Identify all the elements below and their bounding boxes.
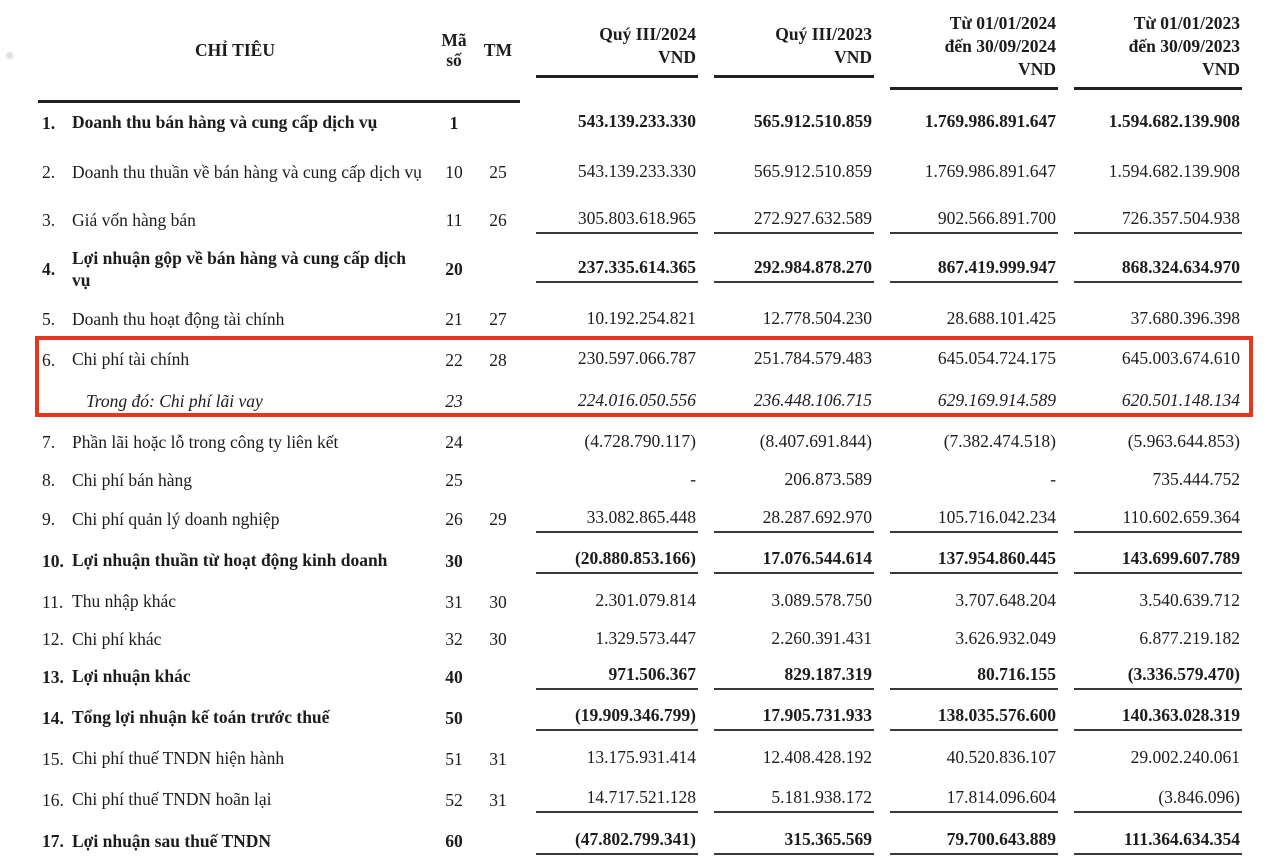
value-cell-ytd-2023-text: 6.877.219.182 [1139, 627, 1241, 648]
table-row [38, 202, 1242, 240]
value-cell-ytd-2023-text: (3.846.096) [1074, 787, 1242, 813]
table-row [38, 657, 1242, 698]
value-cell-q3-2024 [520, 102, 698, 144]
table-row [38, 541, 1242, 582]
header-line: đến 30/09/2023 [1128, 35, 1241, 56]
row-code: 31 [445, 591, 463, 612]
value-cell-q3-2023 [698, 102, 874, 144]
row-code: 23 [445, 391, 463, 411]
value-cell-q3-2023-text: 565.912.510.859 [753, 110, 873, 131]
value-cell-ytd-2023-text: 1.594.682.139.908 [1108, 160, 1241, 181]
table-row [38, 240, 1242, 300]
value-cell-q3-2024-text: 1.329.573.447 [595, 627, 697, 648]
value-cell-q3-2023-text: 315.365.569 [714, 829, 874, 855]
value-cell-ytd-2024-text: 17.814.096.604 [890, 787, 1058, 813]
value-cell-ytd-2023 [1058, 623, 1242, 657]
value-cell-q3-2023 [698, 739, 874, 780]
value-cell-ytd-2023-text: 1.594.682.139.908 [1108, 110, 1241, 131]
value-cell-ytd-2023 [1058, 102, 1242, 144]
row-number: 4. [42, 259, 56, 279]
table-row [38, 463, 1242, 499]
value-cell-q3-2023 [698, 821, 874, 863]
header-line: Quý III/2023 [775, 24, 873, 45]
value-cell-ytd-2023 [1058, 541, 1242, 582]
value-cell-q3-2024-text: 237.335.614.365 [536, 257, 698, 283]
value-cell-q3-2023-text: 292.984.878.270 [714, 257, 874, 283]
value-cell-q3-2023-text: 272.927.632.589 [714, 208, 874, 234]
value-cell-ytd-2024 [874, 582, 1058, 623]
value-cell-q3-2023 [698, 144, 874, 202]
value-cell-q3-2024-text: (19.909.346.799) [536, 705, 698, 731]
row-note: 28 [489, 349, 507, 370]
value-cell-q3-2024-text: 305.803.618.965 [536, 208, 698, 234]
row-label: Chi phí quản lý doanh nghiệp [72, 508, 280, 529]
header-line: Quý III/2024 [599, 24, 697, 45]
column-header-q3-2023 [698, 0, 874, 102]
header-line: VND [834, 47, 873, 68]
value-cell-q3-2023-text: 236.448.106.715 [753, 389, 873, 410]
value-cell-q3-2023-text: 251.784.579.483 [753, 348, 873, 368]
value-cell-ytd-2024-text: 629.169.914.589 [937, 389, 1057, 410]
scan-artifact [6, 52, 13, 59]
value-cell-ytd-2023-text: 110.602.659.364 [1074, 507, 1242, 533]
table-header-row [38, 0, 1242, 102]
value-cell-ytd-2023-text: 735.444.752 [1152, 468, 1241, 489]
row-number: 1. [42, 112, 56, 133]
value-cell-q3-2023 [698, 423, 874, 463]
value-cell-q3-2024 [520, 739, 698, 780]
value-cell-ytd-2024 [874, 240, 1058, 300]
table-row [38, 780, 1242, 821]
row-label: Giá vốn hàng bán [72, 209, 196, 230]
value-cell-q3-2023 [698, 463, 874, 499]
value-cell-q3-2023-text: 206.873.589 [784, 468, 873, 489]
row-note [476, 541, 520, 582]
header-line: VND [658, 47, 697, 68]
row-code: 30 [445, 550, 463, 571]
value-cell-ytd-2024 [874, 780, 1058, 821]
value-cell-ytd-2023 [1058, 499, 1242, 541]
value-cell-ytd-2023 [1058, 657, 1242, 698]
value-cell-q3-2024 [520, 698, 698, 739]
value-cell-ytd-2023-text: 726.357.504.938 [1074, 208, 1242, 234]
row-code: 25 [445, 470, 463, 490]
value-cell-q3-2023 [698, 240, 874, 300]
value-cell-q3-2023 [698, 623, 874, 657]
value-cell-ytd-2024-text: 1.769.986.891.647 [924, 110, 1057, 131]
value-cell-q3-2024-text: 2.301.079.814 [595, 590, 697, 610]
value-cell-q3-2023-text: 565.912.510.859 [753, 160, 873, 181]
value-cell-ytd-2023-text: (3.336.579.470) [1074, 664, 1242, 690]
header-line: đến 30/09/2024 [944, 35, 1057, 56]
row-note: 30 [489, 591, 507, 612]
value-cell-q3-2024 [520, 499, 698, 541]
column-header-ytd-2024-text [890, 12, 1058, 90]
value-cell-q3-2024-text: 14.717.521.128 [536, 787, 698, 813]
value-cell-q3-2023 [698, 499, 874, 541]
value-cell-q3-2024-text: 971.506.367 [536, 664, 698, 690]
row-label: Chi phí thuế TNDN hiện hành [72, 748, 285, 769]
header-line: Từ 01/01/2023 [1133, 12, 1241, 33]
row-note [476, 657, 520, 698]
value-cell-q3-2024 [520, 240, 698, 300]
row-code: 26 [445, 509, 463, 529]
value-cell-q3-2023 [698, 340, 874, 381]
row-number: 17. [42, 831, 64, 851]
column-header-q3-2023-text [714, 23, 874, 78]
column-header-chi-tieu: CHỈ TIÊU [38, 0, 432, 102]
row-label: Chi phí bán hàng [72, 469, 193, 490]
value-cell-ytd-2023 [1058, 381, 1242, 423]
income-statement-table [38, 0, 1242, 863]
value-cell-ytd-2023 [1058, 821, 1242, 863]
row-number: 9. [42, 509, 56, 529]
column-header-ma-so-line2: số [446, 50, 462, 70]
row-number: 15. [42, 748, 64, 769]
table-row [38, 102, 1242, 144]
value-cell-q3-2023 [698, 657, 874, 698]
value-cell-q3-2023-text: (8.407.691.844) [759, 430, 873, 451]
value-cell-ytd-2024-text: 138.035.576.600 [890, 705, 1058, 731]
value-cell-ytd-2024-text: 28.688.101.425 [946, 307, 1057, 328]
value-cell-ytd-2023 [1058, 340, 1242, 381]
row-code: 60 [445, 831, 463, 851]
column-header-q3-2024 [520, 0, 698, 102]
value-cell-ytd-2023 [1058, 463, 1242, 499]
value-cell-ytd-2023-text: (5.963.644.853) [1127, 430, 1241, 451]
row-label: Doanh thu hoạt động tài chính [72, 308, 285, 329]
row-number: 7. [42, 432, 56, 452]
row-code: 10 [445, 162, 463, 182]
value-cell-ytd-2024 [874, 300, 1058, 340]
table-row [38, 582, 1242, 623]
value-cell-q3-2024 [520, 582, 698, 623]
value-cell-q3-2024 [520, 657, 698, 698]
column-header-tm: TM [476, 0, 520, 102]
value-cell-q3-2024 [520, 202, 698, 240]
row-note: 31 [489, 748, 507, 769]
row-note: 27 [489, 309, 507, 329]
table-row [38, 821, 1242, 863]
value-cell-q3-2024 [520, 463, 698, 499]
row-note [476, 463, 520, 499]
value-cell-ytd-2024-text: 137.954.860.445 [890, 548, 1058, 574]
value-cell-q3-2023 [698, 582, 874, 623]
table-row [38, 623, 1242, 657]
value-cell-ytd-2023-text: 3.540.639.712 [1139, 590, 1241, 610]
column-header-ma-so-line1: Mã [441, 29, 467, 50]
value-cell-ytd-2024-text: 79.700.643.889 [890, 829, 1058, 855]
value-cell-ytd-2024-text: 3.626.932.049 [955, 627, 1057, 648]
value-cell-q3-2023-text: 12.408.428.192 [762, 747, 873, 767]
value-cell-q3-2024-text: 33.082.865.448 [536, 507, 698, 533]
row-code: 50 [445, 707, 463, 728]
row-code: 11 [445, 210, 463, 230]
row-label: Lợi nhuận khác [72, 666, 191, 687]
value-cell-q3-2024-text: 543.139.233.330 [577, 110, 697, 131]
value-cell-q3-2023 [698, 698, 874, 739]
value-cell-ytd-2023-text: 29.002.240.061 [1130, 747, 1241, 767]
row-code: 24 [445, 432, 463, 452]
row-note: 25 [489, 162, 507, 182]
row-note: 30 [489, 629, 507, 649]
table-row-highlighted [38, 340, 1242, 381]
table-row [38, 739, 1242, 780]
value-cell-ytd-2024 [874, 463, 1058, 499]
value-cell-q3-2024 [520, 541, 698, 582]
value-cell-ytd-2024 [874, 657, 1058, 698]
value-cell-ytd-2024 [874, 202, 1058, 240]
row-label: Doanh thu bán hàng và cung cấp dịch vụ [72, 112, 378, 133]
value-cell-ytd-2024-text: 105.716.042.234 [890, 507, 1058, 533]
row-code: 22 [445, 349, 463, 370]
value-cell-ytd-2024 [874, 381, 1058, 423]
value-cell-q3-2023-text: 12.778.504.230 [762, 307, 873, 328]
value-cell-ytd-2024-text: 3.707.648.204 [955, 590, 1057, 610]
value-cell-q3-2024-text: 543.139.233.330 [577, 160, 697, 181]
value-cell-ytd-2023 [1058, 582, 1242, 623]
value-cell-ytd-2024 [874, 499, 1058, 541]
value-cell-ytd-2024 [874, 541, 1058, 582]
value-cell-ytd-2024 [874, 739, 1058, 780]
value-cell-q3-2024 [520, 623, 698, 657]
value-cell-ytd-2023 [1058, 780, 1242, 821]
row-code: 20 [445, 259, 463, 279]
value-cell-q3-2024 [520, 300, 698, 340]
value-cell-q3-2024-text: 224.016.050.556 [577, 389, 697, 410]
value-cell-ytd-2024 [874, 821, 1058, 863]
row-label: Doanh thu thuần về bán hàng và cung cấp dịch vụ [72, 161, 422, 182]
row-number: 6. [42, 349, 56, 370]
value-cell-ytd-2024 [874, 102, 1058, 144]
value-cell-q3-2023 [698, 202, 874, 240]
row-note: 26 [489, 210, 507, 230]
row-label: Tổng lợi nhuận kế toán trước thuế [72, 707, 330, 728]
value-cell-ytd-2024-text: 40.520.836.107 [946, 747, 1057, 767]
value-cell-ytd-2023-text: 37.680.396.398 [1130, 307, 1241, 328]
value-cell-q3-2023 [698, 300, 874, 340]
value-cell-ytd-2023-text: 143.699.607.789 [1074, 548, 1242, 574]
header-line: VND [1202, 58, 1241, 79]
row-number [38, 381, 72, 423]
row-number: 16. [42, 789, 64, 810]
row-code: 1 [449, 112, 459, 133]
row-number: 10. [42, 550, 64, 571]
value-cell-q3-2024-text: 10.192.254.821 [586, 307, 697, 328]
value-cell-ytd-2023-text: 645.003.674.610 [1121, 348, 1241, 368]
value-cell-q3-2024 [520, 340, 698, 381]
row-label: Lợi nhuận gộp về bán hàng và cung cấp dịch vụ [72, 247, 407, 290]
row-label: Thu nhập khác [72, 591, 176, 612]
value-cell-q3-2023 [698, 780, 874, 821]
row-label: Chi phí thuế TNDN hoãn lại [72, 789, 272, 810]
row-code: 51 [445, 748, 463, 769]
row-note [476, 102, 520, 144]
row-number: 14. [42, 707, 64, 728]
value-cell-q3-2024-text: 13.175.931.414 [586, 747, 697, 767]
table-row [38, 499, 1242, 541]
row-code: 21 [445, 309, 463, 329]
value-cell-q3-2024-text: (20.880.853.166) [536, 548, 698, 574]
row-note [476, 423, 520, 463]
value-cell-ytd-2024-text: 902.566.891.700 [890, 208, 1058, 234]
value-cell-ytd-2023-text: 140.363.028.319 [1074, 705, 1242, 731]
value-cell-ytd-2024-text: - [1050, 468, 1057, 489]
row-note: 29 [489, 509, 507, 529]
header-line: VND [1018, 58, 1057, 79]
value-cell-q3-2023 [698, 381, 874, 423]
value-cell-ytd-2024-text: 1.769.986.891.647 [924, 160, 1057, 181]
value-cell-q3-2023-text: 5.181.938.172 [714, 787, 874, 813]
row-label: Trong đó: Chi phí lãi vay [86, 390, 263, 411]
value-cell-ytd-2023 [1058, 240, 1242, 300]
value-cell-q3-2023-text: 829.187.319 [714, 664, 874, 690]
value-cell-q3-2023-text: 17.905.731.933 [714, 705, 874, 731]
value-cell-ytd-2024 [874, 423, 1058, 463]
value-cell-ytd-2024-text: 645.054.724.175 [937, 348, 1057, 368]
row-code: 32 [445, 629, 463, 649]
value-cell-ytd-2024-text: 867.419.999.947 [890, 257, 1058, 283]
value-cell-ytd-2024 [874, 698, 1058, 739]
column-header-ytd-2024 [874, 0, 1058, 102]
value-cell-ytd-2023 [1058, 202, 1242, 240]
value-cell-ytd-2023-text: 111.364.634.354 [1074, 829, 1242, 855]
table-row [38, 144, 1242, 202]
row-note: 31 [489, 789, 507, 810]
row-number: 3. [42, 210, 56, 230]
value-cell-ytd-2023-text: 620.501.148.134 [1121, 389, 1241, 410]
value-cell-ytd-2023 [1058, 698, 1242, 739]
header-line: Từ 01/01/2024 [949, 12, 1057, 33]
value-cell-q3-2023-text: 28.287.692.970 [714, 507, 874, 533]
row-label: Lợi nhuận sau thuế TNDN [72, 830, 272, 851]
row-number: 8. [42, 470, 56, 490]
value-cell-ytd-2023 [1058, 144, 1242, 202]
row-number: 11. [42, 591, 64, 612]
value-cell-ytd-2024 [874, 340, 1058, 381]
value-cell-ytd-2024 [874, 623, 1058, 657]
value-cell-q3-2024 [520, 423, 698, 463]
value-cell-ytd-2024-text: (7.382.474.518) [943, 430, 1057, 451]
value-cell-ytd-2023 [1058, 300, 1242, 340]
column-header-q3-2024-text [536, 23, 698, 78]
table-row [38, 423, 1242, 463]
value-cell-q3-2024 [520, 821, 698, 863]
row-number: 12. [42, 629, 64, 649]
value-cell-q3-2023-text: 2.260.391.431 [771, 627, 873, 648]
value-cell-q3-2023-text: 17.076.544.614 [714, 548, 874, 574]
value-cell-q3-2024-text: (47.802.799.341) [536, 829, 698, 855]
row-code: 40 [445, 666, 463, 687]
value-cell-q3-2023 [698, 541, 874, 582]
row-note [476, 381, 520, 423]
table-row [38, 698, 1242, 739]
column-header-ytd-2023-text [1074, 12, 1242, 90]
row-label: Phần lãi hoặc lỗ trong công ty liên kết [72, 431, 339, 452]
value-cell-ytd-2023 [1058, 423, 1242, 463]
value-cell-ytd-2024 [874, 144, 1058, 202]
value-cell-q3-2024 [520, 780, 698, 821]
value-cell-q3-2024-text: - [690, 468, 697, 489]
table-row [38, 300, 1242, 340]
value-cell-q3-2024-text: (4.728.790.117) [584, 430, 697, 451]
row-label: Chi phí khác [72, 628, 162, 649]
row-number: 5. [42, 309, 56, 329]
value-cell-q3-2023-text: 3.089.578.750 [771, 590, 873, 610]
row-label: Lợi nhuận thuần từ hoạt động kinh doanh [72, 550, 388, 571]
table-row-highlighted [38, 381, 1242, 423]
row-note [476, 240, 520, 300]
row-number: 2. [42, 162, 56, 182]
value-cell-q3-2024-text: 230.597.066.787 [577, 348, 697, 368]
value-cell-ytd-2024-text: 80.716.155 [890, 664, 1058, 690]
row-number: 13. [42, 666, 64, 687]
value-cell-q3-2024 [520, 144, 698, 202]
value-cell-ytd-2023-text: 868.324.634.970 [1074, 257, 1242, 283]
value-cell-q3-2024 [520, 381, 698, 423]
value-cell-ytd-2023 [1058, 739, 1242, 780]
column-header-ma-so [432, 0, 476, 102]
column-header-ytd-2023 [1058, 0, 1242, 102]
row-code: 52 [445, 789, 463, 810]
row-note [476, 698, 520, 739]
row-label: Chi phí tài chính [72, 349, 190, 370]
row-note [476, 821, 520, 863]
